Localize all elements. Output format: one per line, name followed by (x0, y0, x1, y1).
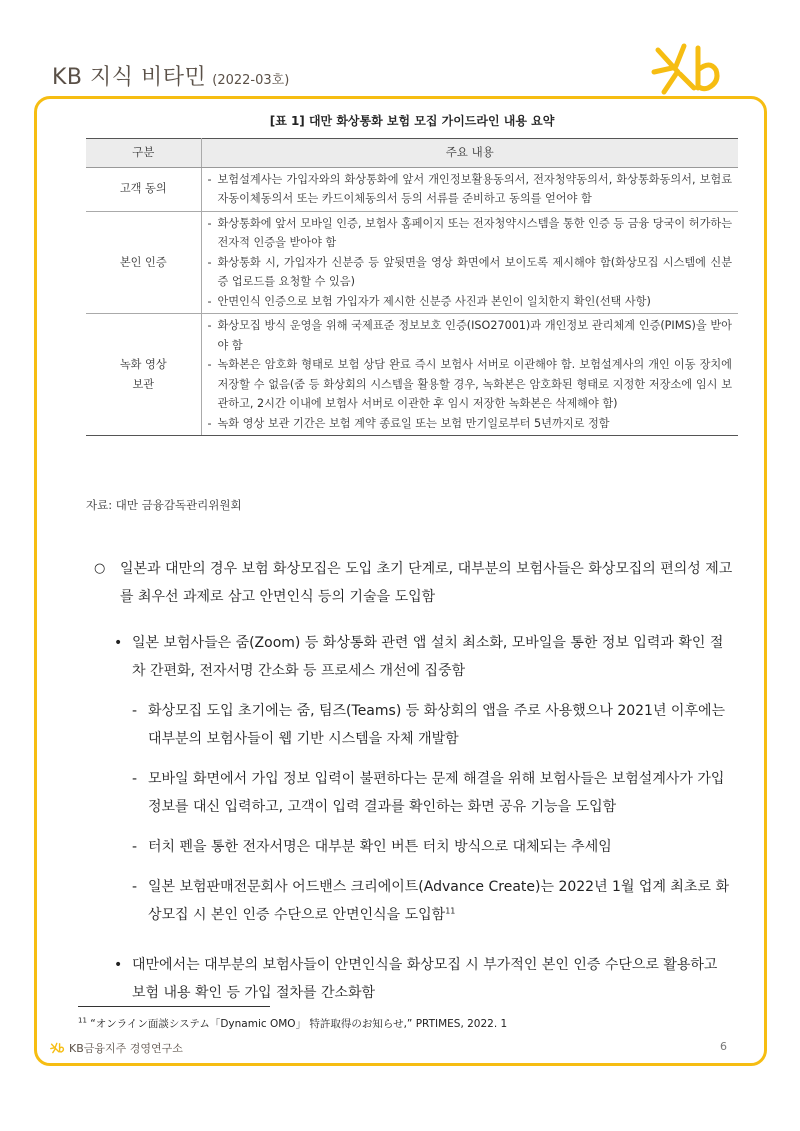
table-cell-content (201, 167, 738, 211)
header-issue: (2022-03호) (212, 73, 290, 88)
bullet-marker: • (114, 635, 123, 651)
table-caption: [표 1] 대만 화상통화 보험 모집 가이드라인 내용 요약 (269, 114, 555, 128)
footnote (78, 1016, 507, 1031)
footer-brand-text: KB금융지주 경영연구소 (69, 1042, 183, 1055)
body-text (94, 555, 734, 1019)
list-item: - 화상모집 방식 운영을 위해 국제표준 정보보호 인증(ISO27001)과 개인정보 관리체계 인증(PIMS)을 받아야 함 (207, 319, 732, 352)
footnote-ref[interactable]: 11 (445, 906, 456, 916)
table-cell-category: 녹화 영상 보관 (86, 314, 201, 436)
dash-marker: - (132, 879, 138, 895)
kb-star-logo-icon (650, 42, 730, 96)
dash-marker: - (132, 839, 138, 855)
table-cell-category: 본인 인증 (86, 211, 201, 314)
dash-marker: - (132, 703, 138, 719)
table-header-content: 주요 내용 (201, 139, 738, 168)
footnote-divider (78, 1006, 270, 1007)
guideline-table (86, 138, 738, 436)
table-cell-content (201, 211, 738, 314)
list-item: - 화상통화 시, 가입자가 신분증 등 앞뒷면을 영상 화면에서 보이도록 제시해야 함(화상모집 시스템에 신분증 업로드를 요청할 수 있음) (207, 255, 732, 288)
paragraph-circle: ○ 일본과 대만의 경우 보험 화상모집은 도입 초기 단계로, 대부분의 보험사들은 화상모집의 편의성 제고를 최우선 과제로 삼고 안면인식 등의 기술을 도입함 (94, 555, 734, 611)
paragraph-dash: - 터치 펜을 통한 전자서명은 대부분 확인 버튼 터치 방식으로 대체되는 추세임 (132, 833, 734, 861)
dash-marker: - (132, 771, 138, 787)
table-cell-category: 고객 동의 (86, 167, 201, 211)
list-item: - 화상통화에 앞서 모바일 인증, 보험사 홈페이지 또는 전자청약시스템을 통한 인증 등 금융 당국이 허가하는 전자적 인증을 받아야 함 (207, 216, 732, 249)
footnote-text: “オンライン面談システム「Dynamic OMO」 特許取得のお知らせ,” PRTIMES, 2022. 1 (90, 1018, 508, 1030)
kb-star-small-icon (50, 1042, 66, 1054)
table-cell-content (201, 314, 738, 436)
table-row (86, 314, 738, 436)
table-header-row (86, 139, 738, 168)
paragraph-bullet: • 일본 보험사들은 줌(Zoom) 등 화상통화 관련 앱 설치 최소화, 모바일을 통한 정보 입력과 확인 절차 간편화, 전자서명 간소화 등 프로세스 개선에 집중함 (114, 629, 734, 685)
list-item: - 녹화본은 암호화 형태로 보험 상담 완료 즉시 보험사 서버로 이관해야 함. 보험설계사의 개인 이동 장치에 저장할 수 없음(줌 등 화상회의 시스템을 활용할 경우, 녹화본은 암호화된 형태로 지정한 저장소에 임시 보관하고, 2시간 이내에 보험사 서버로 이관한 후 임시 저장한 녹화본은 삭제해야 함) (207, 358, 732, 410)
table-source: 자료: 대만 금융감독관리위원회 (86, 498, 242, 512)
footnote-number: 11 (78, 1016, 87, 1025)
paragraph-bullet: • 대만에서는 대부분의 보험사들이 안면인식을 화상모집 시 부가적인 본인 인증 수단으로 활용하고 보험 내용 확인 등 가입 절차를 간소화함 (114, 951, 734, 1007)
list-item: - 안면인식 인증으로 보험 가입자가 제시한 신분증 사진과 본인이 일치한지 확인(선택 사항) (207, 294, 651, 308)
list-item: - 보험설계사는 가입자와의 화상통화에 앞서 개인정보활용동의서, 전자청약동의서, 화상통화동의서, 보험료자동이체동의서 또는 카드이체동의서 등의 서류를 준비하고 동의를 얻어야 함 (207, 172, 732, 205)
table-header-category: 구분 (86, 139, 201, 168)
page-header (52, 60, 289, 91)
footer-brand (50, 1040, 183, 1056)
list-item: - 녹화 영상 보관 기간은 보험 계약 종료일 또는 보험 만기일로부터 5년까지로 정함 (207, 416, 610, 430)
table-row (86, 167, 738, 211)
bullet-marker: • (114, 957, 123, 973)
header-title: KB 지식 비타민 (52, 65, 207, 90)
paragraph-dash: - 화상모집 도입 초기에는 줌, 팀즈(Teams) 등 화상회의 앱을 주로 사용했으나 2021년 이후에는 대부분의 보험사들이 웹 기반 시스템을 자체 개발함 (132, 697, 734, 753)
table-row (86, 211, 738, 314)
circle-marker: ○ (94, 561, 106, 576)
page-number: 6 (720, 1040, 727, 1053)
paragraph-dash: - 일본 보험판매전문회사 어드밴스 크리에이트(Advance Create)는 2022년 1월 업계 최초로 화상모집 시 본인 인증 수단으로 안면인식을 도입함$^{11}$ (132, 873, 734, 929)
paragraph-dash: - 모바일 화면에서 가입 정보 입력이 불편하다는 문제 해결을 위해 보험사들은 보험설계사가 가입 정보를 대신 입력하고, 고객이 입력 결과를 확인하는 화면 공유 기능을 도입함 (132, 765, 734, 821)
